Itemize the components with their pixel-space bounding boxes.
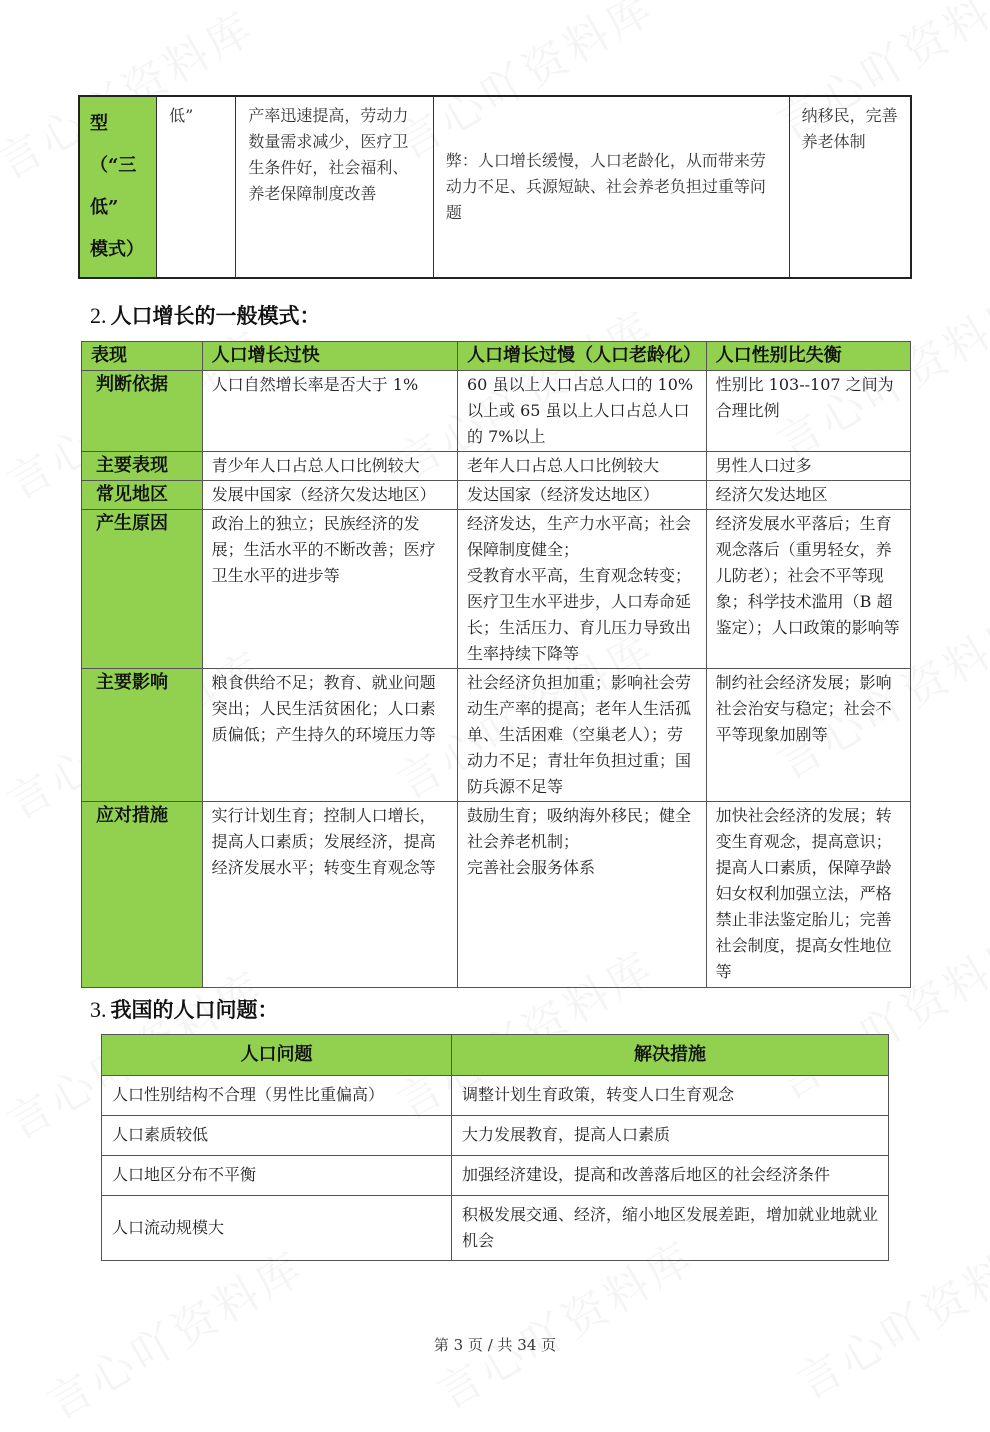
population-growth-table [81,341,911,988]
table-cell: 产率迅速提高，劳动力数量需求减少，医疗卫生条件好，社会福利、养老保障制度改善 [236,96,433,278]
table-cell: 积极发展交通、经济，缩小地区发展差距，增加就业地就业机会 [452,1196,889,1261]
table-cell: 弊：人口增长缓慢，人口老龄化，从而带来劳动力不足、兵源短缺、社会养老负担过重等问题 [433,96,789,278]
table-cell: 人口地区分布不平衡 [102,1156,452,1196]
table-cell: 经济发达，生产力水平高；社会保障制度健全； 受教育水平高，生育观念转变；医疗卫生水平进步，人口寿命延长；生活压力、育儿压力导致出生率持续下降等 [458,510,707,669]
table-cell: 人口性别结构不合理（男性比重偏高） [102,1076,452,1116]
table-cell: 调整计划生育政策，转变人口生育观念 [452,1076,889,1116]
table-row [102,1156,889,1196]
row-label: 应对措施 [82,802,203,988]
table-cell: 性别比 103--107 之间为合理比例 [706,371,910,452]
table-cell: 加强经济建设，提高和改善落后地区的社会经济条件 [452,1156,889,1196]
section-heading-3 [90,994,279,1024]
section-title: 我国的人口问题： [110,997,279,1022]
table-cell: 人口素质较低 [102,1116,452,1156]
row-label: 产生原因 [82,510,203,669]
section-number: 2. [90,303,107,328]
table-cell: 男性人口过多 [706,452,910,481]
table-header: 解决措施 [452,1035,889,1076]
table-cell: 人口自然增长率是否大于 1% [202,371,457,452]
section-number: 3. [90,997,107,1022]
section-heading-2 [90,300,321,330]
table-row [102,1076,889,1116]
population-model-table-continuation [78,95,912,279]
table-cell: 低” [157,96,236,278]
row-label: 判断依据 [82,371,203,452]
table-cell: 经济欠发达地区 [706,481,910,510]
table-row [102,1116,889,1156]
table-cell: 青少年人口占总人口比例较大 [202,452,457,481]
table-cell: 人口流动规模大 [102,1196,452,1261]
table-cell: 制约社会经济发展；影响社会治安与稳定；社会不平等现象加剧等 [706,669,910,802]
watermark [33,1232,314,1431]
table-cell: 发达国家（经济发达地区） [458,481,707,510]
table-cell: 实行计划生育；控制人口增长，提高人口素质；发展经济，提高经济发展水平；转变生育观念等 [202,802,457,988]
table-cell: 粮食供给不足；教育、就业问题突出；人民生活贫困化；人口素质偏低；产生持久的环境压力等 [202,669,457,802]
table-row [82,802,911,988]
table-row [82,452,911,481]
table-row [82,669,911,802]
table-row [82,371,911,452]
table-cell: 60 虽以上人口占总人口的 10%以上或 65 虽以上人口占总人口的 7%以上 [458,371,707,452]
table-cell: 老年人口占总人口比例较大 [458,452,707,481]
row-label: 常见地区 [82,481,203,510]
table-row [102,1196,889,1261]
table-row [82,481,911,510]
table-cell: 经济发展水平落后；生育观念落后（重男轻女，养儿防老）；社会不平等现象；科学技术滥用（B 超鉴定）；人口政策的影响等 [706,510,910,669]
row-label: 主要影响 [82,669,203,802]
table-header: 人口增长过快 [202,342,457,371]
table-cell: 加快社会经济的发展；转变生育观念，提高意识； 提高人口素质，保障孕龄妇女权利加强立法，严格禁止非法鉴定胎儿；完善社会制度，提高女性地位等 [706,802,910,988]
page-number: 第 3 页 / 共 34 页 [433,1336,557,1354]
table-cell: 鼓励生育；吸纳海外移民；健全社会养老机制； 完善社会服务体系 [458,802,707,988]
table-cell: 型 （“三 低” 模式） [79,96,157,278]
section-title: 人口增长的一般模式： [110,303,321,328]
table-cell: 发展中国家（经济欠发达地区） [202,481,457,510]
table-cell: 政治上的独立；民族经济的发展；生活水平的不断改善；医疗卫生水平的进步等 [202,510,457,669]
table-header: 人口增长过慢（人口老龄化） [458,342,707,371]
china-population-issues-table [101,1034,889,1261]
table-cell: 纳移民，完善养老体制 [789,96,911,278]
table-cell: 社会经济负担加重；影响社会劳动生产率的提高；老年人生活孤单、生活困难（空巢老人）；劳动力不足；青壮年负担过重；国防兵源不足等 [458,669,707,802]
table-header: 人口性别比失衡 [706,342,910,371]
row-label: 主要表现 [82,452,203,481]
table-cell: 大力发展教育，提高人口素质 [452,1116,889,1156]
table-header: 人口问题 [102,1035,452,1076]
table-row [82,510,911,669]
table-header: 表现 [82,342,203,371]
